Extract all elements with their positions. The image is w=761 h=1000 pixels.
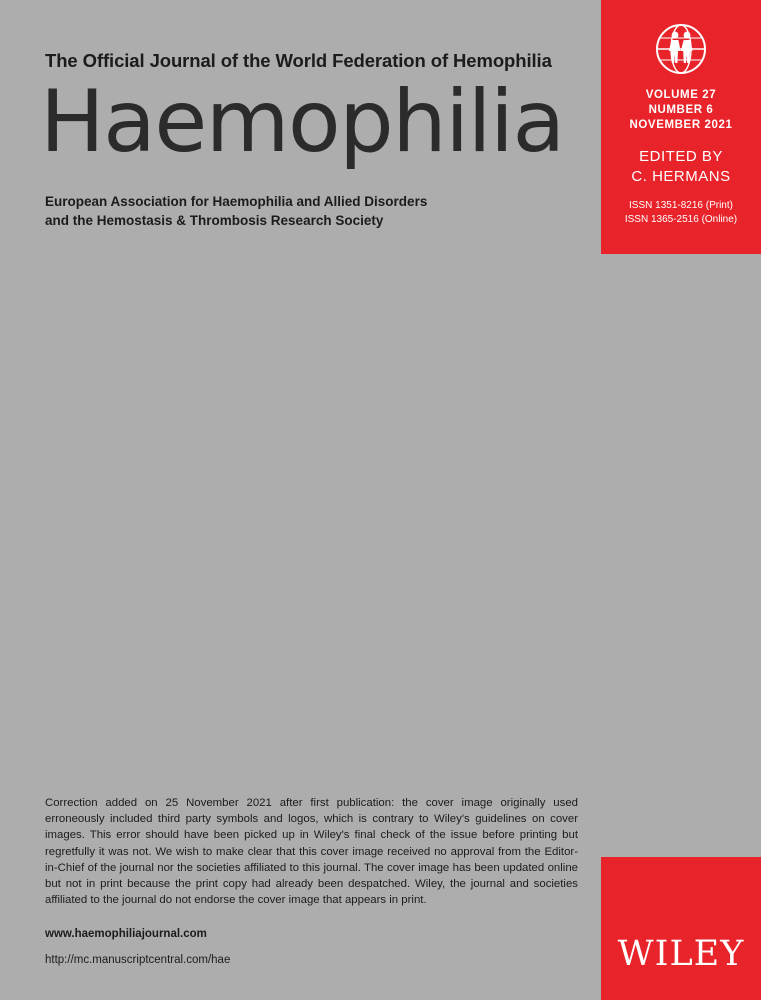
issn-online: ISSN 1365-2516 (Online): [624, 214, 738, 225]
issn-print: ISSN 1351-8216 (Print): [629, 200, 733, 211]
society-line-2: and the Hemostasis & Thrombosis Research Society: [45, 213, 384, 228]
affiliated-societies: [45, 192, 427, 230]
editor-name: C. HERMANS: [631, 168, 731, 185]
number-label: NUMBER 6: [648, 104, 714, 116]
correction-note: Correction added on 25 November 2021 after first publication: the cover image originally used erroneously included third party symbols and logos, which is contrary to Wiley's guidelines on cover images. This error should have been picked up in Wiley's final check of the issue before printing but regretfully it was not. We wish to make clear that this cover image received no approval from the Editor-in-Chief of the journal nor the societies affiliated to this journal. The cover image has been updated online but not in print because the print copy had already been despatched. Wiley, the journal and societies affiliated to the journal do not endorse the cover image that appears in print.: [45, 797, 578, 907]
masthead-block: [601, 0, 761, 254]
society-line-1: European Association for Haemophilia and Allied Disorders: [45, 194, 428, 209]
issue-info: [601, 88, 761, 133]
volume-label: VOLUME 27: [645, 89, 717, 101]
edited-by-label: EDITED BY: [639, 148, 723, 165]
wiley-logo: WILEY: [617, 934, 745, 974]
editor-info: [601, 147, 761, 187]
submission-url-link[interactable]: http://mc.manuscriptcentral.com/hae: [45, 954, 231, 966]
official-journal-line: The Official Journal of the World Federation of Hemophilia: [45, 50, 552, 71]
publisher-block: [601, 857, 761, 1000]
journal-url-link[interactable]: www.haemophiliajournal.com: [45, 928, 207, 940]
page-title: Haemophilia: [40, 72, 564, 172]
issn-info: [601, 199, 761, 227]
date-label: NOVEMBER 2021: [629, 119, 733, 131]
wfh-globe-figures-logo-icon: [650, 18, 712, 80]
